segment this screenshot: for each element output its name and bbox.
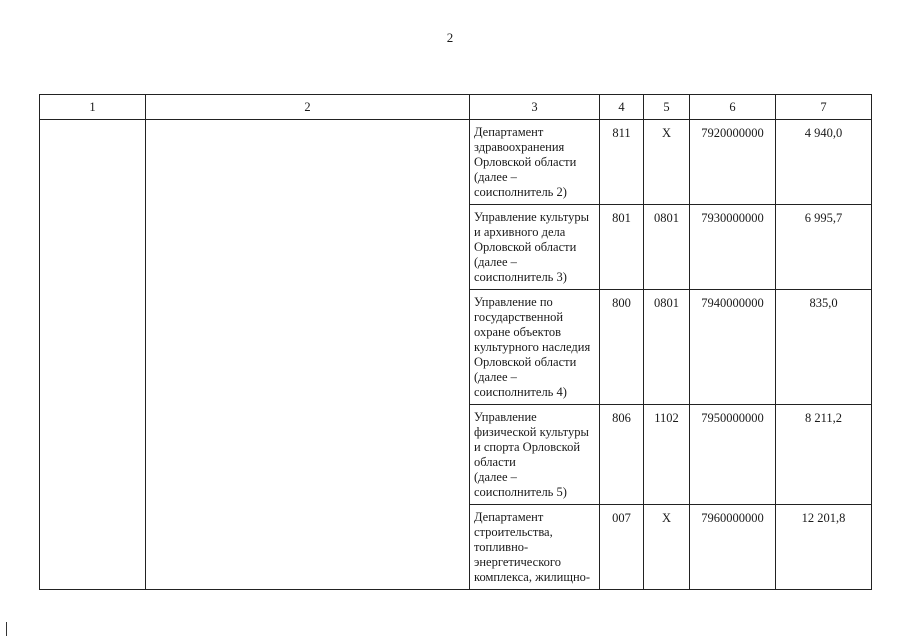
executor-cell — [470, 405, 600, 505]
code-text: 806 — [612, 411, 631, 425]
target-cell — [690, 290, 776, 405]
code-cell — [600, 120, 644, 205]
amount-text: 8 211,2 — [804, 411, 843, 425]
header-col-2: 2 — [146, 95, 470, 120]
executor-text: Департамент строительства, топливно- энергетического комплекса, жилищно- — [474, 510, 591, 584]
section-cell — [644, 505, 690, 590]
code-cell — [600, 505, 644, 590]
executor-cell — [470, 505, 600, 590]
table-row — [40, 120, 872, 205]
target-text: 7920000000 — [701, 126, 764, 140]
target-text: 7930000000 — [701, 211, 764, 225]
target-text: 7940000000 — [701, 296, 764, 310]
executor-cell — [470, 205, 600, 290]
header-col-3: 3 — [470, 95, 600, 120]
header-col-7: 7 — [776, 95, 872, 120]
executor-cell — [470, 120, 600, 205]
header-col-4: 4 — [600, 95, 644, 120]
target-cell — [690, 120, 776, 205]
header-col-1: 1 — [40, 95, 146, 120]
blank-cell-col-1 — [40, 120, 146, 590]
section-text: Х — [661, 126, 672, 140]
code-cell — [600, 405, 644, 505]
blank-cell-col-2 — [146, 120, 470, 590]
section-text: 0801 — [654, 296, 679, 310]
target-text: 7950000000 — [701, 411, 764, 425]
code-cell — [600, 290, 644, 405]
amount-text: 6 995,7 — [804, 211, 843, 225]
executor-text: Управление культуры и архивного дела Орловской области (далее – соисполнитель 3) — [474, 210, 590, 284]
amount-cell — [776, 505, 872, 590]
header-row — [40, 95, 872, 120]
amount-text: 12 201,8 — [801, 511, 846, 525]
amount-text: 835,0 — [809, 296, 838, 310]
executor-text: Управление по государственной охране объектов культурного наследия Орловской области (далее – соисполнитель 4) — [474, 295, 591, 399]
scan-margin-mark — [6, 622, 7, 636]
amount-cell — [776, 120, 872, 205]
section-cell — [644, 290, 690, 405]
section-cell — [644, 120, 690, 205]
section-text: 1102 — [654, 411, 679, 425]
executor-text: Управление физической культуры и спорта Орловской области (далее – соисполнитель 5) — [474, 410, 589, 499]
page-number: 2 — [446, 30, 454, 45]
section-text: 0801 — [654, 211, 679, 225]
amount-text: 4 940,0 — [804, 126, 843, 140]
budget-table — [39, 94, 872, 590]
section-cell — [644, 205, 690, 290]
executor-cell — [470, 290, 600, 405]
code-text: 811 — [612, 126, 631, 140]
target-cell — [690, 405, 776, 505]
header-col-5: 5 — [644, 95, 690, 120]
code-cell — [600, 205, 644, 290]
executor-text: Департамент здравоохранения Орловской области (далее – соисполнитель 2) — [474, 125, 577, 199]
target-text: 7960000000 — [701, 511, 764, 525]
header-col-6: 6 — [690, 95, 776, 120]
amount-cell — [776, 405, 872, 505]
section-cell — [644, 405, 690, 505]
code-text: 800 — [612, 296, 631, 310]
amount-cell — [776, 205, 872, 290]
section-text: Х — [661, 511, 672, 525]
target-cell — [690, 205, 776, 290]
target-cell — [690, 505, 776, 590]
code-text: 007 — [612, 511, 631, 525]
code-text: 801 — [612, 211, 631, 225]
amount-cell — [776, 290, 872, 405]
